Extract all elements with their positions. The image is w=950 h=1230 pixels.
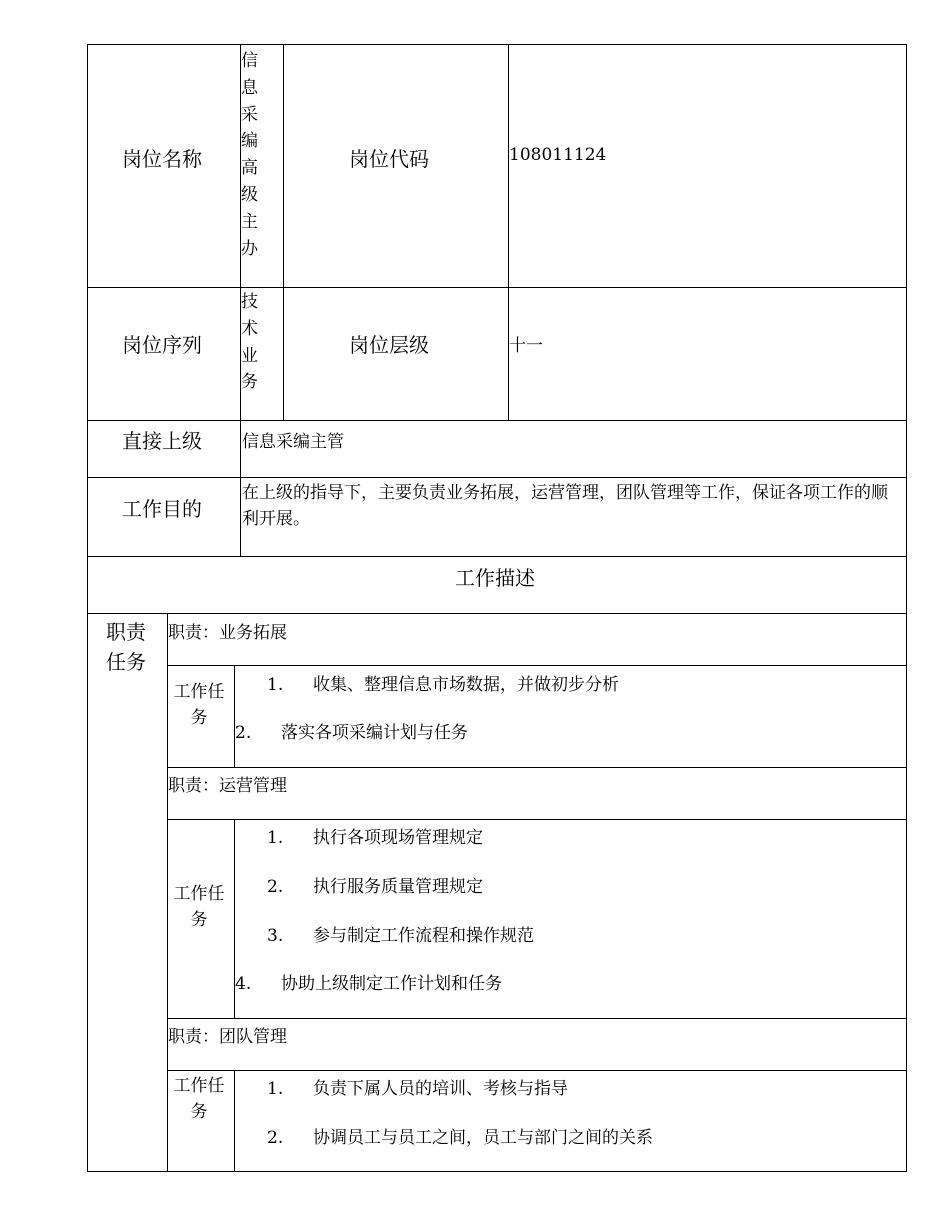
supervisor-label: 直接上级 (122, 429, 202, 453)
level-value: 十一 (509, 336, 543, 356)
task-number: 2. (235, 723, 252, 743)
level-label: 岗位层级 (349, 333, 429, 357)
task-number: 2. (267, 1128, 284, 1148)
duty-section-label-cell (87, 613, 168, 1172)
task-number: 1. (267, 828, 284, 848)
duty-title: 职责：运营管理 (168, 776, 287, 796)
task-item (267, 872, 483, 897)
task-label: 工作任务 (173, 1076, 225, 1122)
name-value: 信息采编高级主办 (241, 51, 258, 259)
code-value-cell (508, 44, 907, 288)
purpose-label: 工作目的 (122, 497, 202, 521)
task-text: 执行各项现场管理规定 (313, 828, 483, 848)
task-label: 工作任务 (173, 682, 225, 728)
task-item (235, 969, 502, 994)
series-value: 技术业务 (241, 292, 258, 393)
task-number: 1. (267, 1079, 284, 1099)
task-item (267, 1074, 568, 1099)
purpose-value: 在上级的指导下，主要负责业务拓展，运营管理，团队管理等工作，保证各项工作的顺利开展。 (242, 483, 888, 529)
duty-title: 职责：团队管理 (168, 1027, 287, 1047)
code-label: 岗位代码 (349, 147, 429, 171)
level-value-cell (508, 287, 907, 421)
task-text: 负责下属人员的培训、考核与指导 (313, 1079, 568, 1099)
name-label: 岗位名称 (122, 147, 202, 171)
series-label: 岗位序列 (122, 333, 202, 357)
task-item (267, 823, 483, 848)
task-number: 2. (267, 877, 284, 897)
supervisor-value: 信息采编主管 (242, 432, 344, 452)
task-text: 执行服务质量管理规定 (313, 877, 483, 897)
task-item (235, 718, 468, 743)
task-number: 1. (267, 675, 284, 695)
task-number: 4. (235, 974, 252, 994)
task-label: 工作任务 (173, 884, 225, 930)
duty-title: 职责：业务拓展 (168, 623, 287, 643)
description-title: 工作描述 (455, 566, 535, 590)
task-text: 收集、整理信息市场数据，并做初步分析 (313, 675, 619, 695)
task-item (267, 921, 534, 946)
task-text: 落实各项采编计划与任务 (281, 723, 468, 743)
task-text: 协助上级制定工作计划和任务 (281, 974, 502, 994)
task-text: 参与制定工作流程和操作规范 (313, 926, 534, 946)
task-item (267, 670, 619, 695)
code-value: 108011124 (509, 145, 607, 165)
duty-section-label: 职责任务 (106, 620, 146, 674)
task-item (267, 1123, 653, 1148)
task-number: 3. (267, 926, 284, 946)
task-text: 协调员工与员工之间，员工与部门之间的关系 (313, 1128, 653, 1148)
